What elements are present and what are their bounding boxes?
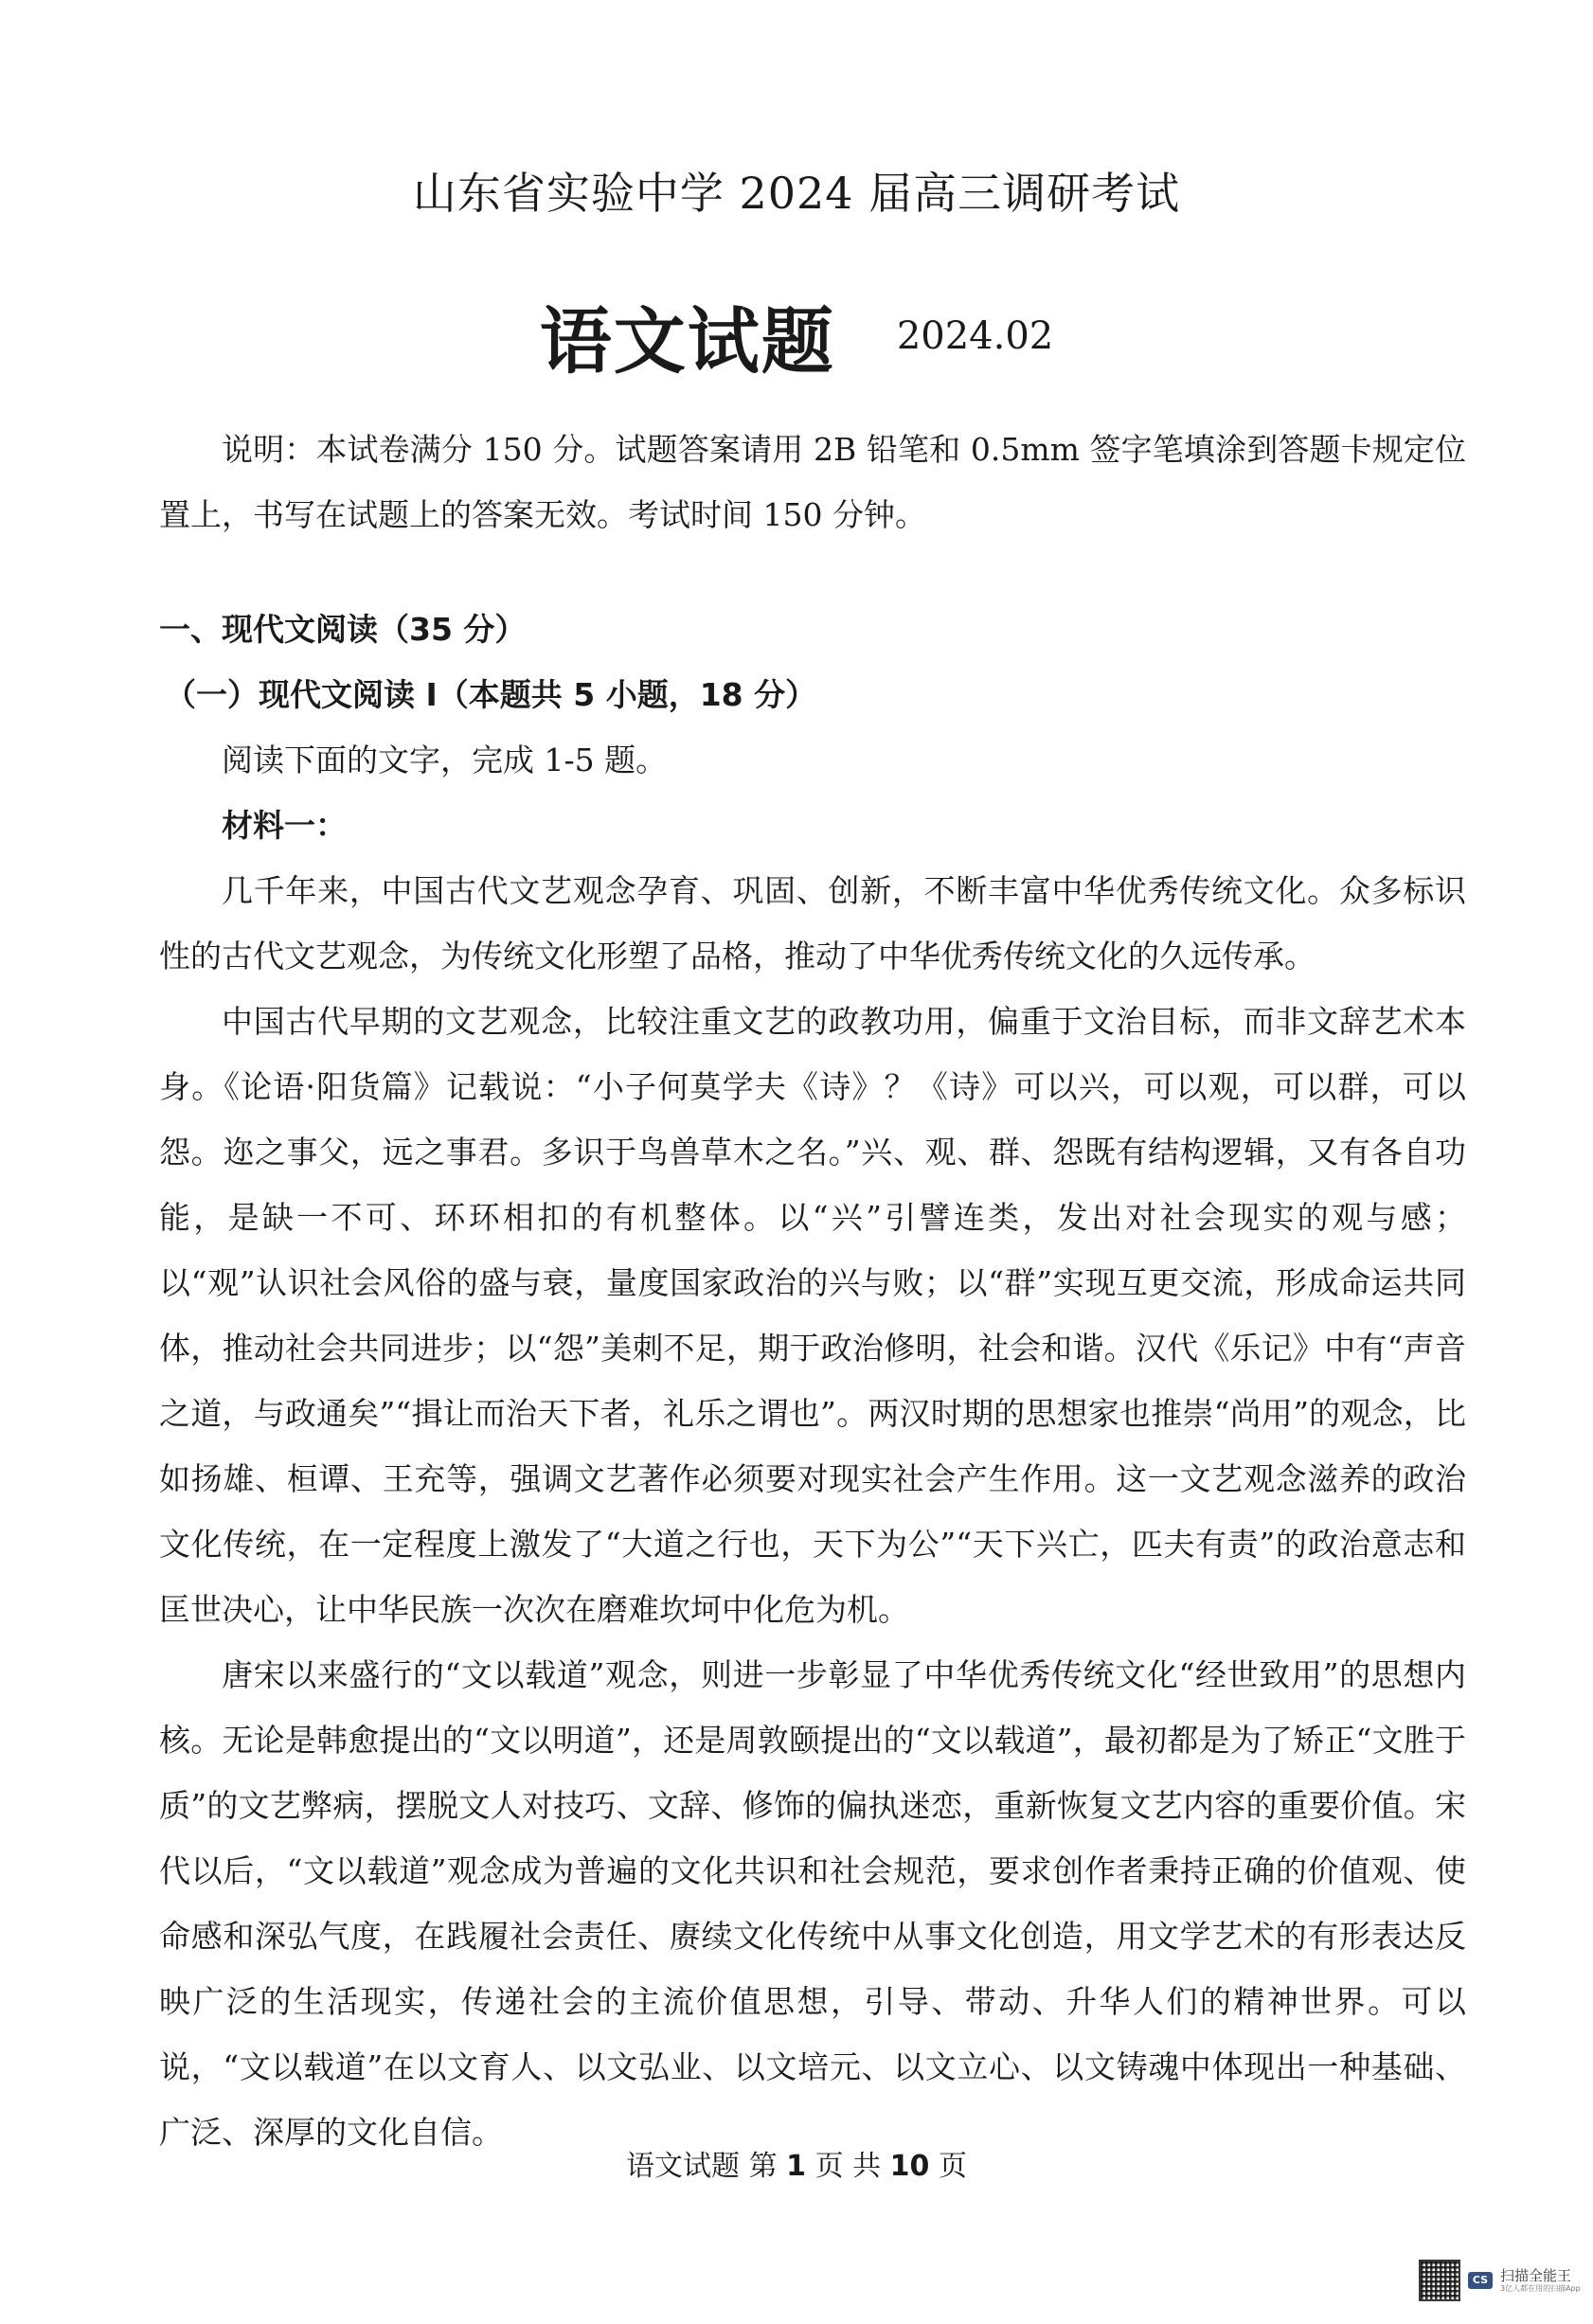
exam-date: 2024.02 bbox=[896, 313, 1054, 358]
material-label: 材料一： bbox=[222, 807, 347, 844]
footer-suffix: 页 bbox=[938, 2150, 967, 2183]
section-heading: 一、现代文阅读（35 分） bbox=[159, 611, 527, 648]
subsection-heading: （一）现代文阅读 I（本题共 5 小题，18 分） bbox=[165, 676, 817, 713]
total-pages: 10 bbox=[889, 2150, 930, 2183]
exam-instructions: 说明：本试卷满分 150 分。试题答案请用 2B 铅笔和 0.5mm 签字笔填涂到答题卡规定位置上，书写在试题上的答案无效。考试时间 150 分钟。 bbox=[159, 431, 1466, 533]
paragraph: 中国古代早期的文艺观念，比较注重文艺的政教功用，偏重于文治目标，而非文辞艺术本身。《论语·阳货篇》记载说：“小子何莫学夫《诗》？《诗》可以兴，可以观，可以群，可以怨。迩之事父，远之事君。多识于鸟兽草木之名。”兴、观、群、怨既有结构逻辑，又有各自功能，是缺一不可、环环相扣的有机整体。以“兴”引譬连类，发出对社会现实的观与感；以“观”认识社会风俗的盛与衰，量度国家政治的兴与败；以“群”实现互更交流，形成命运共同体，推动社会共同进步；以“怨”美刺不足，期于政治修明，社会和谐。汉代《乐记》中有“声音之道，与政通矣”“揖让而治天下者，礼乐之谓也”。两汉时期的思想家也推崇“尚用”的观念，比如扬雄、桓谭、王充等，强调文艺著作必须要对现实社会产生作用。这一文艺观念滋养的政治文化传统，在一定程度上激发了“大道之行也，天下为公”“天下兴亡，匹夫有责”的政治意志和匡世决心，让中华民族一次次在磨难坎坷中化危为机。 bbox=[159, 1003, 1466, 1628]
page-number: 1 bbox=[786, 2150, 807, 2183]
watermark-tagline: 3亿人都在用的扫描App bbox=[1500, 2284, 1581, 2293]
paragraph: 几千年来，中国古代文艺观念孕育、巩固、创新，不断丰富中华优秀传统文化。众多标识性的古代文艺观念，为传统文化形塑了品格，推动了中华优秀传统文化的久远传承。 bbox=[159, 872, 1466, 974]
page-footer bbox=[0, 2142, 1593, 2184]
paragraph: 唐宋以来盛行的“文以载道”观念，则进一步彰显了中华优秀传统文化“经世致用”的思想内核。无论是韩愈提出的“文以明道”，还是周敦颐提出的“文以载道”，最初都是为了矫正“文胜于质”的文艺弊病，摆脱文人对技巧、文辞、修饰的偏执迷恋，重新恢复文艺内容的重要价值。宋代以后，“文以载道”观念成为普遍的文化共识和社会规范，要求创作者秉持正确的价值观、使命感和深弘气度，在践履社会责任、赓续文化传统中从事文化创造，用文学艺术的有形表达反映广泛的生活现实，传递社会的主流价值思想，引导、带动、升华人们的精神世界。可以说，“文以载道”在以文育人、以文弘业、以文培元、以文立心、以文铸魂中体现出一种基础、广泛、深厚的文化自信。 bbox=[159, 1656, 1466, 2151]
exam-title: 山东省实验中学 2024 届高三调研考试 bbox=[412, 168, 1181, 219]
watermark-name: 扫描全能王 bbox=[1500, 2267, 1572, 2284]
scanner-watermark bbox=[1419, 2260, 1581, 2301]
exam-body bbox=[159, 417, 1466, 2165]
footer-prefix: 语文试题 第 bbox=[626, 2150, 778, 2183]
subject-title: 语文试题 bbox=[539, 299, 835, 384]
qr-code-icon bbox=[1419, 2260, 1460, 2301]
reading-instruction: 阅读下面的文字，完成 1-5 题。 bbox=[222, 742, 668, 778]
subject-row bbox=[0, 284, 1593, 387]
camscanner-logo-icon: CS bbox=[1468, 2272, 1493, 2289]
footer-middle: 页 共 bbox=[814, 2150, 882, 2183]
watermark-text bbox=[1500, 2267, 1581, 2294]
